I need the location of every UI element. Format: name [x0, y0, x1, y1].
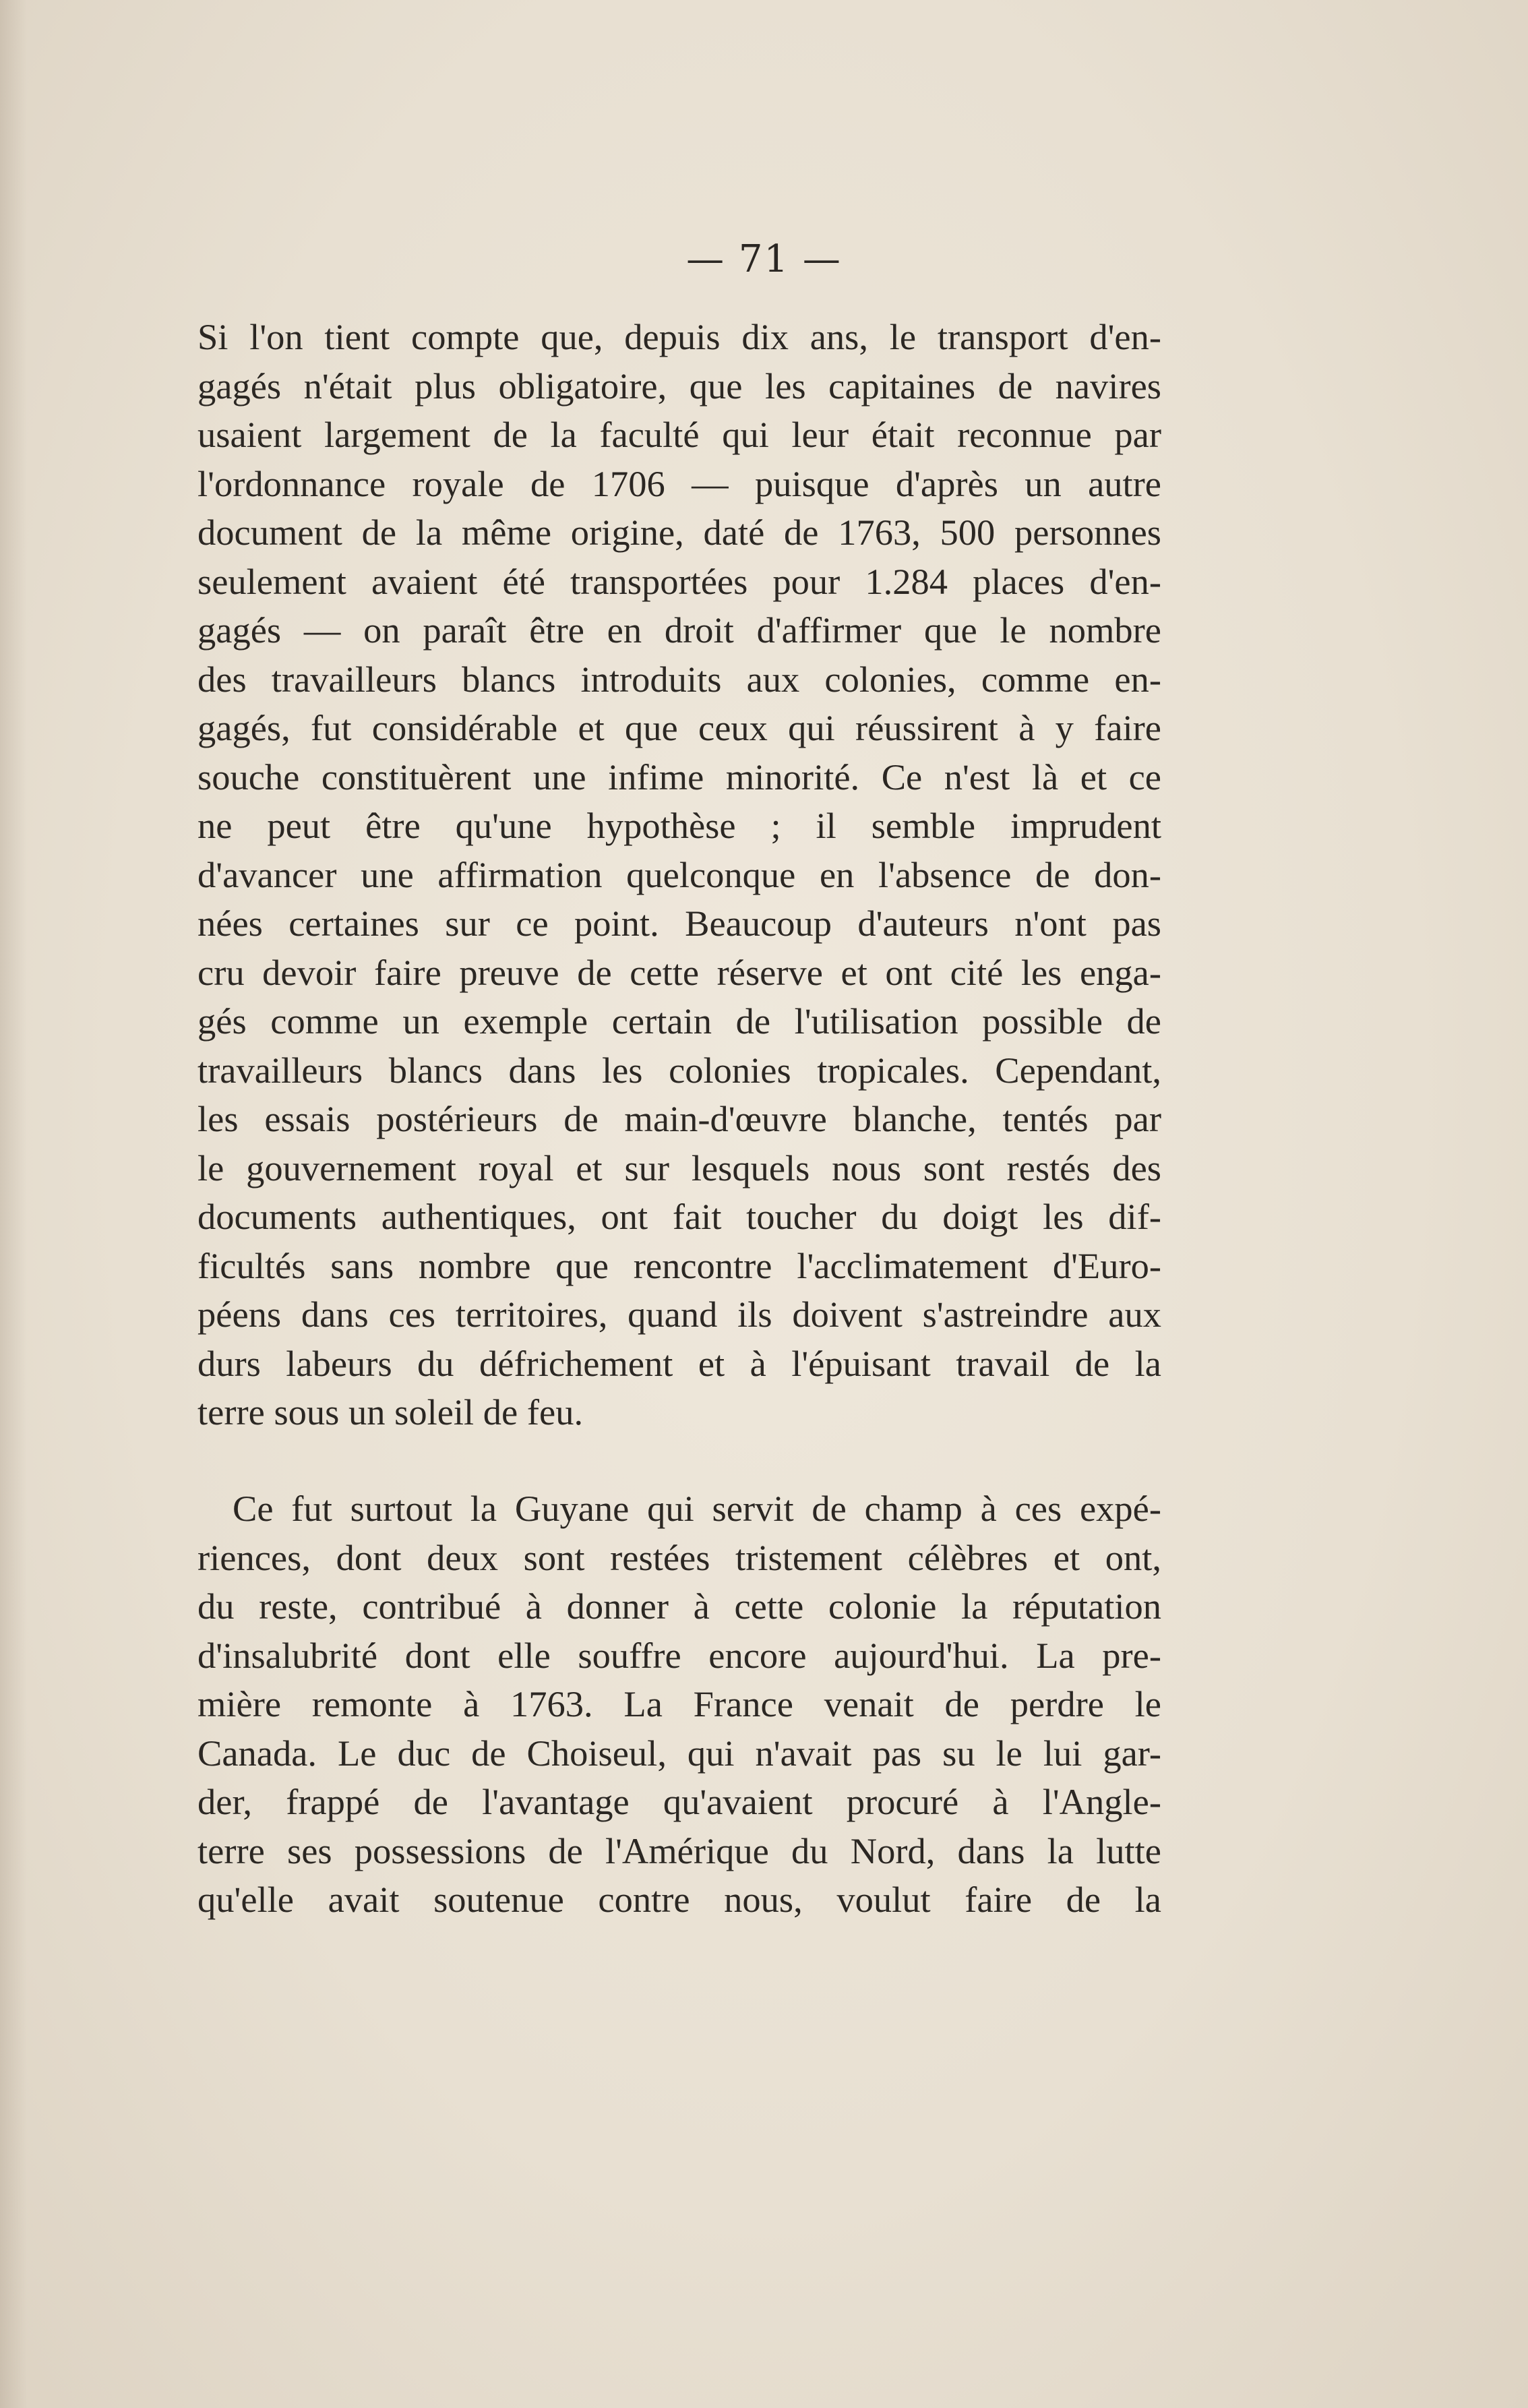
page-number: — 71 —	[686, 237, 842, 281]
text-line: Ce fut surtout la Guyane qui servit de champ à ces expé-	[233, 1488, 1161, 1529]
text-line: qu'elle avait soutenue contre nous, voulut faire de la	[197, 1879, 1161, 1920]
text-line: d'avancer une affirmation quelconque en l'absence de don-	[197, 853, 1161, 895]
text-line: documents authentiques, ont fait toucher du doigt les dif-	[197, 1196, 1161, 1237]
text-line: gagés — on paraît être en droit d'affirmer que le nombre	[197, 609, 1161, 651]
paragraph-1	[197, 313, 1161, 1437]
text-line: nées certaines sur ce point. Beaucoup d'auteurs n'ont pas	[197, 903, 1161, 944]
text-line: du reste, contribué à donner à cette colonie la réputation	[197, 1586, 1161, 1627]
text-line: usaient largement de la faculté qui leur était reconnue par	[197, 414, 1161, 455]
text-line: ficultés sans nombre que rencontre l'acclimatement d'Euro-	[197, 1244, 1161, 1286]
text-line: le gouvernement royal et sur lesquels nous sont restés des	[197, 1147, 1161, 1188]
text-line: terre sous un soleil de feu.	[197, 1391, 584, 1433]
text-line: des travailleurs blancs introduits aux colonies, comme en-	[197, 658, 1161, 700]
text-line: travailleurs blancs dans les colonies tropicales. Cependant,	[197, 1049, 1161, 1091]
text-line: gés comme un exemple certain de l'utilisation possible de	[197, 1000, 1161, 1042]
text-line: cru devoir faire preuve de cette réserve et ont cité les enga-	[197, 951, 1161, 993]
text-line: document de la même origine, daté de 1763, 500 personnes	[197, 512, 1161, 553]
text-line: péens dans ces territoires, quand ils doivent s'astreindre aux	[197, 1294, 1161, 1335]
text-line: d'insalubrité dont elle souffre encore aujourd'hui. La pre-	[197, 1634, 1161, 1676]
text-line: riences, dont deux sont restées tristement célèbres et ont,	[197, 1536, 1161, 1578]
text-line: gagés, fut considérable et que ceux qui réussirent à y faire	[197, 707, 1161, 748]
text-line: der, frappé de l'avantage qu'avaient procuré à l'Angle-	[197, 1781, 1161, 1822]
text-line: seulement avaient été transportées pour 1.284 places d'en-	[197, 560, 1161, 602]
text-line: souche constituèrent une infime minorité. Ce n'est là et ce	[197, 756, 1161, 797]
text-line: Si l'on tient compte que, depuis dix ans, le transport d'en-	[197, 316, 1161, 357]
text-line: Canada. Le duc de Choiseul, qui n'avait pas su le lui gar-	[197, 1732, 1161, 1774]
text-line: les essais postérieurs de main-d'œuvre blanche, tentés par	[197, 1098, 1161, 1139]
text-line: mière remonte à 1763. La France venait de perdre le	[197, 1683, 1161, 1724]
page-edge-shadow	[0, 0, 27, 2408]
text-line: l'ordonnance royale de 1706 — puisque d'après un autre	[197, 462, 1161, 504]
text-line: ne peut être qu'une hypothèse ; il semble imprudent	[197, 805, 1161, 846]
text-line: gagés n'était plus obligatoire, que les capitaines de navires	[197, 365, 1161, 407]
paragraph-2	[197, 1484, 1161, 1925]
text-line: durs labeurs du défrichement et à l'épuisant travail de la	[197, 1342, 1161, 1384]
text-line: terre ses possessions de l'Amérique du Nord, dans la lutte	[197, 1830, 1161, 1871]
